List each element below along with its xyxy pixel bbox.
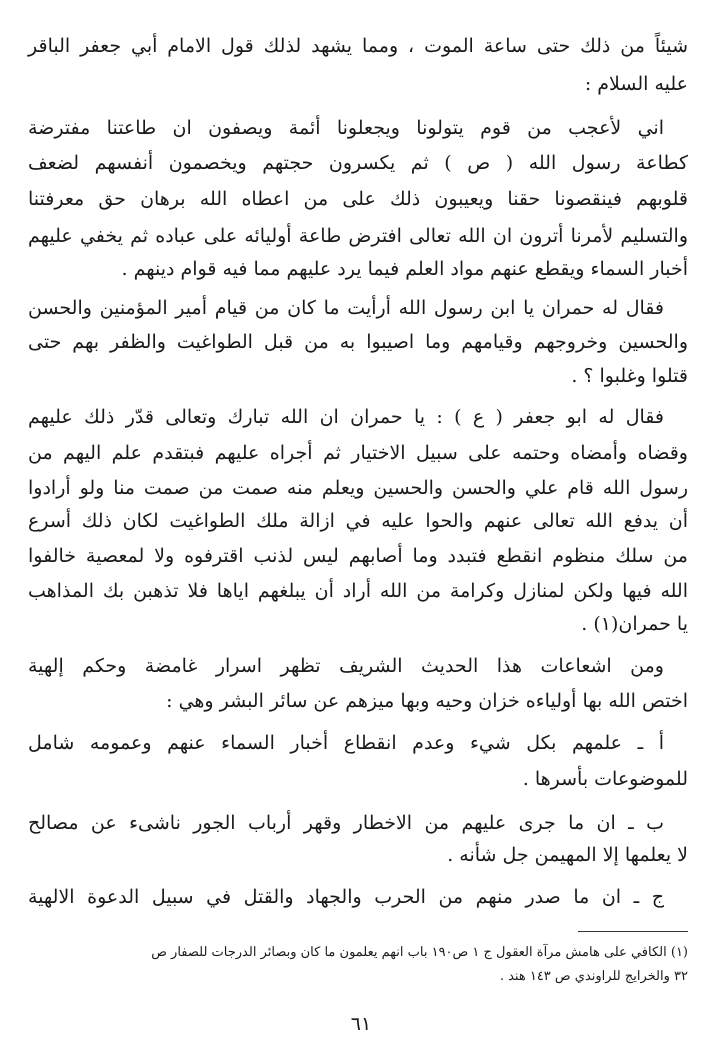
text-line: ب ـ ان ما جرى عليهم من الاخطار وقهر أرباب الجور ناشىء عن مصالح <box>28 812 664 834</box>
text-line: ج ـ ان ما صدر منهم من الحرب والجهاد والقتل في سبيل الدعوة الالهية <box>28 886 664 908</box>
text-line: فقال له ابو جعفر ( ع ) : يا حمران ان الله تبارك وتعالى قدّر ذلك عليهم <box>28 406 664 428</box>
text-line: والتسليم لأمرنا أترون ان الله تعالى افترض طاعة أوليائه على عباده ثم يخفي عليهم <box>28 225 688 247</box>
footnote-line: ٣٢ والخرايج للراوندي ص ١٤٣ هند . <box>499 969 688 984</box>
text-line: من سلك منظوم انقطع فتبدد وما أصابهم ليس لذنب اقترفوه ولا لمعصية خالفوا <box>28 545 688 567</box>
text-line: عليه السلام : <box>584 73 688 95</box>
text-line: رسول الله قام علي والحسن والحسين ويعلم منه صمت من صمت منا ولو أرادوا <box>28 477 688 499</box>
text-line: أ ـ علمهم بكل شيء وعدم انقطاع أخبار السماء عنهم وعمومه شامل <box>28 732 664 754</box>
text-line: لا يعلمها إلا المهيمن جل شأنه . <box>447 844 688 866</box>
text-line: ومن اشعاعات هذا الحديث الشريف تظهر اسرار غامضة وحكم إلهية <box>28 655 664 677</box>
text-line: أن يدفع الله تعالى عنهم والحوا عليه في ازالة ملك الطواغيت لكان ذلك أسرع <box>28 510 688 532</box>
text-line: قلوبهم فينقصونا حقنا ويعيبون ذلك على من اعطاه الله برهان حق معرفتنا <box>28 188 688 210</box>
footnote-divider <box>578 931 688 932</box>
text-line: اختص الله بها أولياءه خزان وحيه وبها ميزهم عن سائر البشر وهي : <box>166 690 688 712</box>
text-line: وقضاه وأمضاه وحتمه على سبيل الاختيار ثم أجراه عليهم فبتقدم علم اليهم من <box>28 442 688 464</box>
text-line: أخبار السماء ويقطع عنهم مواد العلم فيما يرد عليهم مما فيه قوام دينهم . <box>121 258 688 280</box>
text-line: شيئاً من ذلك حتى ساعة الموت ، ومما يشهد لذلك قول الامام أبي جعفر الباقر <box>28 35 688 57</box>
text-line: فقال له حمران يا ابن رسول الله أرأيت ما كان من قيام أمير المؤمنين والحسن <box>28 297 664 319</box>
text-line: والحسين وخروجهم وقيامهم وما اصيبوا به من قبل الطواغيت والظفر بهم حتى <box>28 331 688 353</box>
text-line: الله فيها ولكن لمنازل وكرامة من الله أراد أن يبلغهم اياها فلا تذهبن بك المذاهب <box>28 580 688 602</box>
text-line: كطاعة رسول الله ( ص ) ثم يكسرون حجتهم ويخصمون أنفسهم لضعف <box>28 152 688 174</box>
footnote-line: (١) الكافي على هامش مرآة العقول ج ١ ص١٩٠ باب انهم يعلمون ما كان وبصائر الدرجات للصفار ص <box>151 945 688 960</box>
text-line: للموضوعات بأسرها . <box>522 768 688 790</box>
text-line: يا حمران(١) . <box>581 613 688 635</box>
page-number: ٦١ <box>350 1013 372 1035</box>
text-line: قتلوا وغلبوا ؟ . <box>571 365 688 387</box>
text-line: اني لأعجب من قوم يتولونا ويجعلونا أئمة ويصفون ان طاعتنا مفترضة <box>28 117 664 139</box>
